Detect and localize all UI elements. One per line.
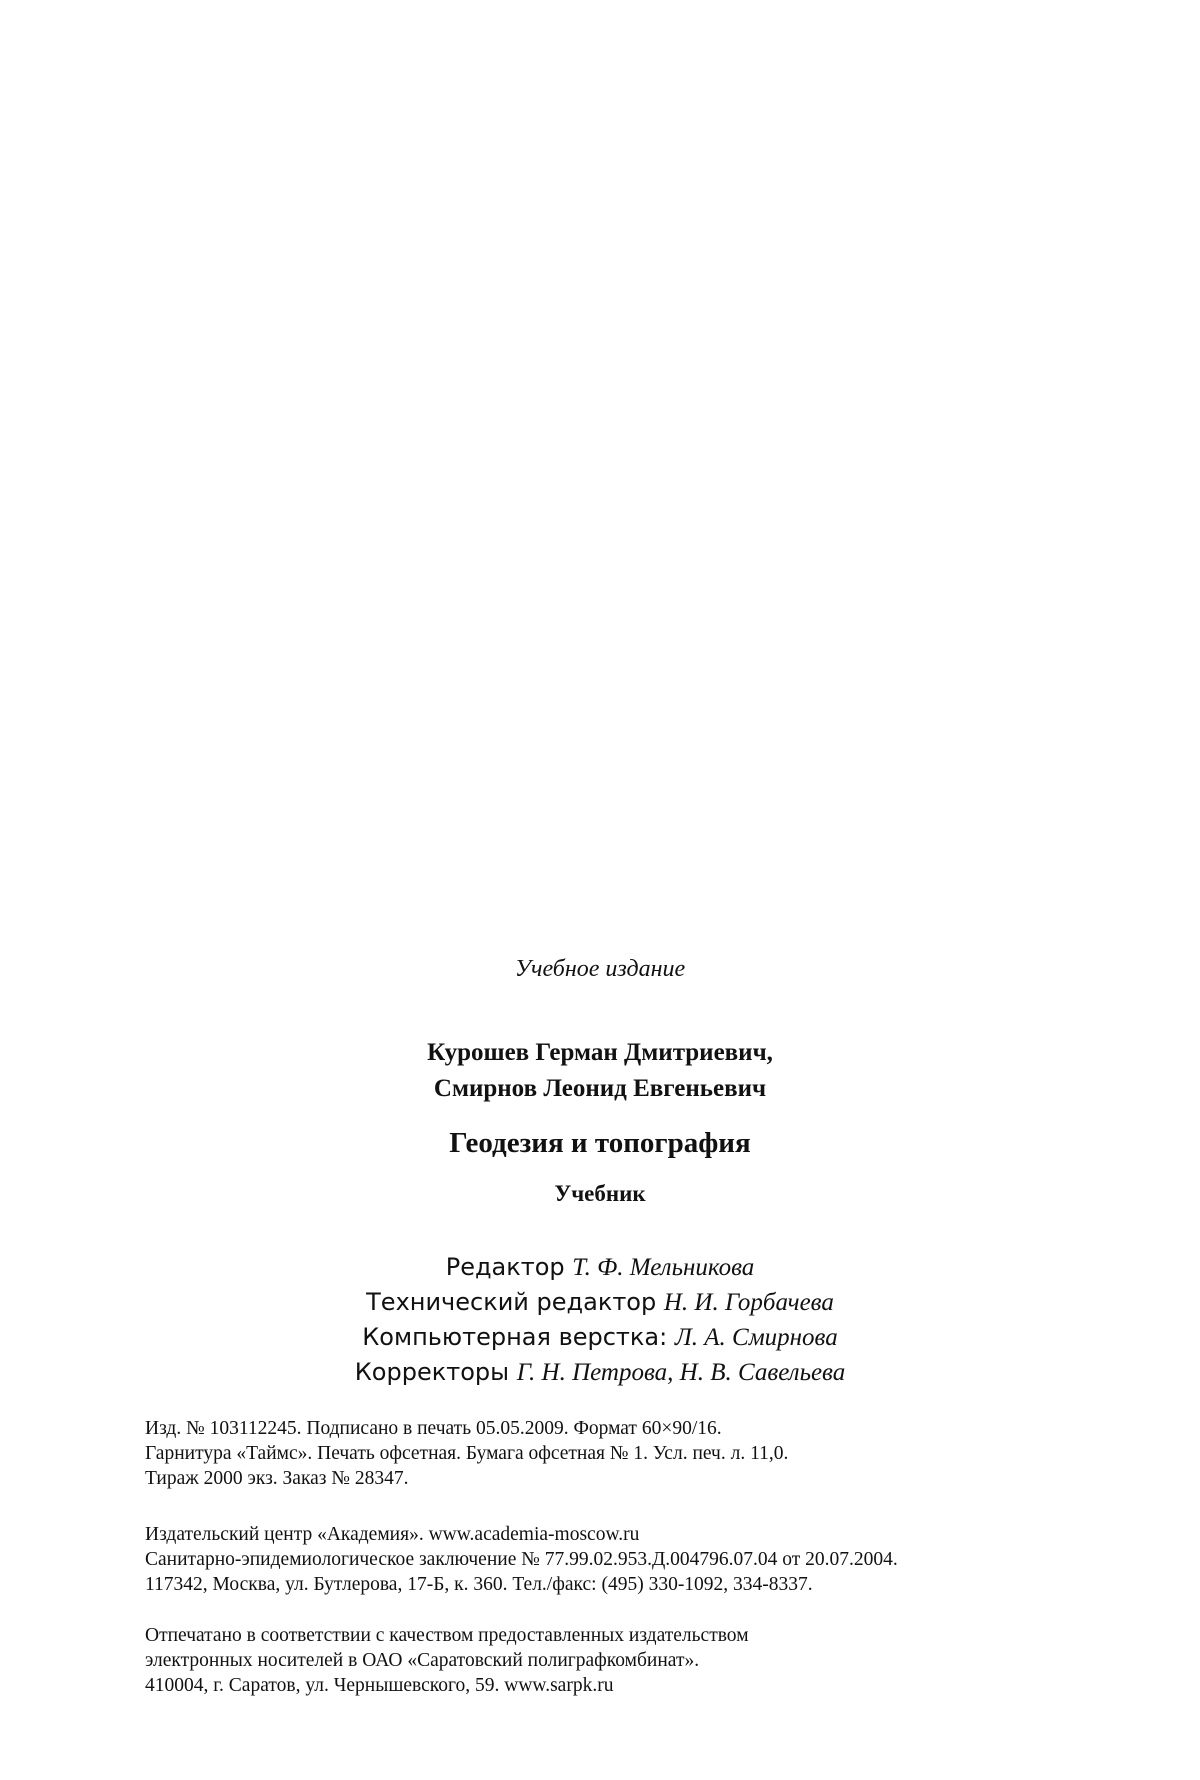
print-details-line: Гарнитура «Таймс». Печать офсетная. Бумага офсетная № 1. Усл. печ. л. 11,0. (145, 1443, 789, 1464)
book-kind: Учебник (554, 1181, 646, 1206)
print-details-line: Тираж 2000 экз. Заказ № 28347. (145, 1468, 409, 1489)
staff-role: Редактор (445, 1253, 565, 1281)
editorial-staff (0, 1250, 1200, 1390)
printer-details-line: электронных носителей в ОАО «Саратовский полиграфкомбинат». (145, 1650, 700, 1671)
staff-person: Н. И. Горбачева (663, 1289, 834, 1316)
publisher-details-line: Издательский центр «Академия». www.academia-moscow.ru (145, 1524, 640, 1545)
printer-details-line: 410004, г. Саратов, ул. Чернышевского, 59. www.sarpk.ru (145, 1675, 614, 1696)
print-details (145, 1416, 1085, 1491)
printer-details-line: Отпечатано в соответствии с качеством предоставленных издательством (145, 1625, 749, 1646)
print-details-line: Изд. № 103112245. Подписано в печать 05.05.2009. Формат 60×90/16. (145, 1418, 722, 1439)
book-title: Геодезия и топография (449, 1127, 751, 1159)
publisher-details-line: Санитарно-эпидемиологическое заключение № 77.99.02.953.Д.004796.07.04 от 20.07.2004. (145, 1549, 898, 1570)
staff-role: Компьютерная верстка: (362, 1323, 668, 1351)
author-2: Смирнов Леонид Евгеньевич (433, 1075, 767, 1102)
staff-proofreaders (0, 1355, 1200, 1390)
staff-person: Л. А. Смирнова (674, 1324, 838, 1351)
staff-person: Г. Н. Петрова, Н. В. Савельева (516, 1359, 846, 1386)
staff-editor (0, 1250, 1200, 1285)
authors (0, 1035, 1200, 1107)
edition-type: Учебное издание (514, 956, 686, 982)
staff-role: Технический редактор (366, 1288, 657, 1316)
staff-technical-editor (0, 1285, 1200, 1320)
staff-person: Т. Ф. Мельникова (572, 1254, 755, 1281)
printer-details (145, 1623, 1085, 1698)
publisher-details (145, 1522, 1085, 1597)
staff-role: Корректоры (354, 1358, 510, 1386)
staff-layout (0, 1320, 1200, 1355)
publisher-details-line: 117342, Москва, ул. Бутлерова, 17-Б, к. 360. Тел./факс: (495) 330-1092, 334-8337. (145, 1574, 813, 1595)
author-1: Курошев Герман Дмитриевич, (427, 1039, 773, 1066)
